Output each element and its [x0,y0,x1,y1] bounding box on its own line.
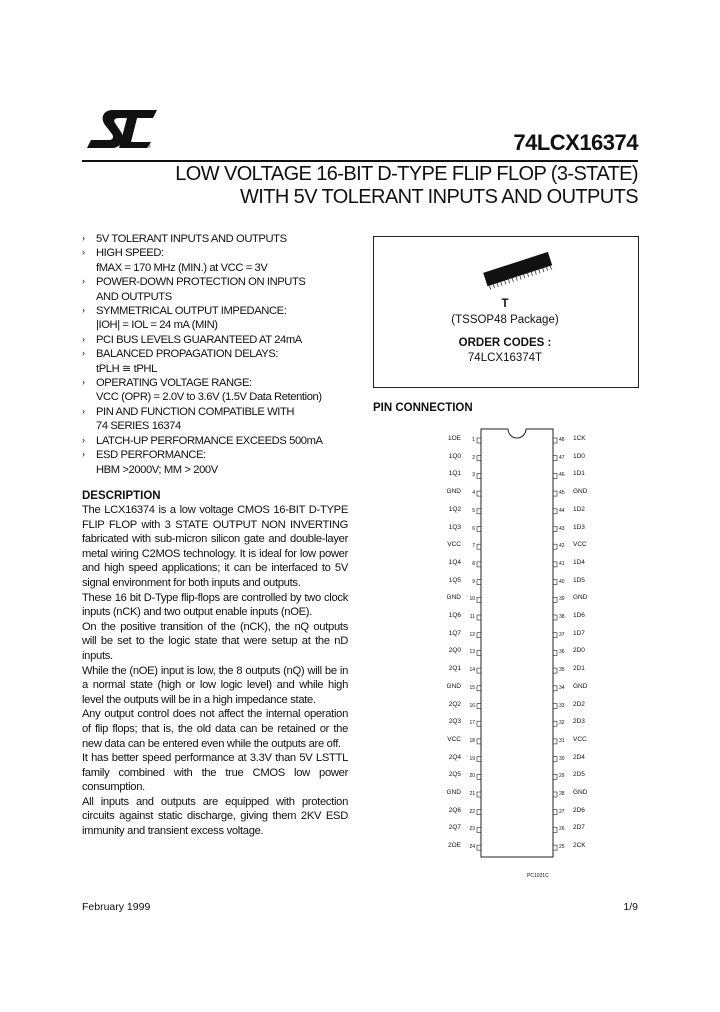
pin-pad-left [477,721,481,726]
feature-item [82,232,372,246]
pin-pad-left [477,580,481,585]
pin-number-left: 11 [469,614,475,620]
pin-pad-right [553,845,557,850]
description-body [82,503,348,839]
pin-pad-right [553,757,557,762]
pin-label-left: 1Q4 [448,558,461,566]
features-list [82,232,372,477]
pin-number-right: 42 [559,543,565,550]
title-line-2: WITH 5V TOLERANT INPUTS AND OUTPUTS [240,186,638,208]
bullet-icon: › [82,405,85,416]
pin-pad-right [553,633,557,638]
pin-label-left: 1Q7 [448,629,461,637]
document-title [175,163,638,209]
pin-label-left: 1Q0 [448,452,461,460]
pin-number-left: 4 [472,490,475,497]
pin-pad-right [553,473,557,478]
pin-number-right: 37 [559,631,565,638]
pin-label-right: 1D7 [573,629,585,637]
pin-pad-left [477,810,481,815]
pin-label-right: 2D1 [573,665,585,673]
pin-label-right: GND [573,594,588,602]
feature-item [82,405,372,419]
feature-item [82,390,372,404]
tssop-chip-icon [476,250,560,290]
pin-pad-right [553,704,557,709]
feature-text: SYMMETRICAL OUTPUT IMPEDANCE: [96,305,287,318]
feature-item [82,347,372,361]
pin-label-left: 1Q5 [448,576,461,584]
pin-label-right: 2D6 [573,806,585,814]
footer-date: February 1999 [82,901,151,913]
pin-pad-right [553,527,557,532]
header-rule [82,160,638,162]
pin-number-left: 3 [472,472,475,479]
pin-label-left: 2Q5 [448,771,461,779]
pin-pad-right [553,456,557,461]
pin-number-left: 5 [472,507,475,514]
part-number: 74LCX16374 [513,130,638,155]
feature-item [82,304,372,318]
logo-registered-mark: ® [147,144,151,150]
pin-pad-right [553,438,557,443]
pin-label-right: 2CK [573,842,586,850]
pin-pad-left [477,845,481,850]
pin-pad-left [477,473,481,478]
pin-label-left: 2Q7 [448,824,461,832]
description-paragraph: Any output control does not affect the internal operation of flip flops; that is, the old data can be retained or the new data can be entered even while the outputs are off. [82,708,348,750]
pin-number-right: 38 [559,614,565,620]
pin-label-right: GND [573,488,588,496]
pin-connection-heading: PIN CONNECTION [373,402,473,414]
pin-pad-right [553,827,557,832]
pin-pad-right [553,509,557,514]
pin-pad-left [477,668,481,673]
feature-item [82,318,372,332]
pin-number-right: 28 [559,791,565,797]
feature-text: HIGH SPEED: [96,247,164,260]
pin-label-left: 2Q4 [448,753,461,761]
pin-pad-left [477,704,481,709]
diagram-code: PC1021C [527,873,549,879]
pin-pad-left [477,792,481,797]
feature-text: fMAX = 170 MHz (MIN.) at VCC = 3V [96,261,268,274]
pin-pad-right [553,721,557,726]
bullet-icon: › [82,247,85,258]
bullet-icon: › [82,233,85,243]
pin-number-left: 18 [469,737,475,744]
pin-pad-right [553,562,557,567]
bullet-icon: › [82,333,85,344]
pin-number-right: 40 [559,578,565,585]
pin-label-right: 2D5 [573,771,585,779]
pin-label-right: 2D3 [573,718,585,726]
bullet-icon: › [82,377,85,388]
bullet-icon: › [82,276,85,287]
pin-pad-left [477,757,481,762]
pin-number-left: 2 [472,454,475,461]
feature-text: HBM >2000V; MM > 200V [96,463,218,476]
pin-label-left: 1Q6 [448,612,461,619]
pin-number-left: 1 [472,437,475,443]
description-paragraph: While the (nOE) input is low, the 8 outputs (nQ) will be in a normal state (high or low logic level) and while high level the outputs will be in a high impedance state. [82,664,348,706]
pin-number-right: 45 [559,490,565,497]
pin-pad-right [553,615,557,620]
pin-pad-left [477,527,481,532]
pin-number-right: 26 [559,826,565,833]
footer-page: 1/9 [623,901,638,913]
pin-pad-right [553,774,557,779]
pin-number-left: 16 [469,702,475,709]
pin-number-right: 36 [559,649,565,656]
feature-text: POWER-DOWN PROTECTION ON INPUTS [96,276,306,289]
feature-text: 74 SERIES 16374 [96,420,181,433]
pin-number-right: 31 [559,737,565,744]
pin-pad-left [477,650,481,655]
description-paragraph: The LCX16374 is a low voltage CMOS 16-BIT D-TYPE FLIP FLOP with 3 STATE OUTPUT NON INVERTING fabricated with sub-micron silicon gate and double-layer metal wiring C2MOS technology. It is ideal for low power and high speed applications; it can be interfaced to 5V signal environment for both inputs and outputs. [82,504,348,589]
pin-number-left: 17 [469,720,475,727]
feature-text: AND OUTPUTS [96,290,172,303]
pin-label-right: 2D4 [573,753,585,761]
pin-label-left: 2Q2 [448,700,461,708]
pin-number-right: 30 [559,755,565,762]
pin-pad-right [553,686,557,691]
description-heading: DESCRIPTION [82,490,161,502]
pin-pad-right [553,792,557,797]
pin-label-left: 2Q6 [448,806,461,814]
feature-item [82,376,372,390]
feature-text: 5V TOLERANT INPUTS AND OUTPUTS [96,233,287,245]
pin-pad-right [553,597,557,602]
pin-pad-right [553,810,557,815]
pin-pad-right [553,491,557,496]
pin-pad-left [477,491,481,496]
pin-number-right: 34 [559,684,565,691]
pin-pad-left [477,438,481,443]
pin-label-right: 2D0 [573,647,585,655]
pin-pad-right [553,739,557,744]
pin-number-left: 8 [472,560,475,567]
order-codes-heading: ORDER CODES : [458,337,552,349]
feature-text: PCI BUS LEVELS GUARANTEED AT 24mA [96,333,302,346]
pin-number-right: 43 [559,525,565,532]
pin-number-left: 7 [472,543,475,550]
pin-label-left: 2OE [447,842,461,850]
pin-number-left: 20 [469,773,475,780]
pin-label-left: 2Q3 [448,718,461,726]
pin-number-right: 39 [559,596,565,603]
pin-number-right: 29 [559,773,565,780]
pin-pad-left [477,562,481,567]
bullet-icon: › [82,434,85,445]
feature-item [82,261,372,275]
pin-pad-left [477,544,481,549]
feature-item [82,448,372,462]
pin-label-right: 1CK [573,435,586,442]
package-code: T [501,298,509,310]
pin-number-right: 27 [559,808,565,815]
pin-pad-left [477,456,481,461]
pin-pad-left [477,774,481,779]
pin-label-right: VCC [573,541,587,549]
bullet-icon: › [82,348,85,359]
feature-text: PIN AND FUNCTION COMPATIBLE WITH [96,405,295,418]
feature-text: ESD PERFORMANCE: [96,449,206,462]
pin-label-left: 2Q1 [448,665,461,673]
bullet-icon: › [82,305,85,316]
pin-number-left: 22 [469,808,475,815]
pin-number-left: 23 [469,826,475,833]
pin-pad-left [477,509,481,514]
feature-item [82,434,372,448]
pin-pad-left [477,686,481,691]
pin-label-right: 1D1 [573,470,585,478]
description-paragraph: These 16 bit D-Type flip-flops are controlled by two clock inputs (nCK) and two output enable inputs (nOE). [82,591,348,619]
feature-text: VCC (OPR) = 2.0V to 3.6V (1.5V Data Retention) [96,391,322,404]
pin-label-left: 1Q3 [448,523,461,531]
pin-number-left: 24 [469,844,475,851]
pin-pad-left [477,739,481,744]
pin-label-left: 1Q2 [448,505,461,513]
pin-label-right: 2D7 [573,824,585,832]
pin-label-left: GND [446,682,461,690]
pin-number-left: 14 [469,667,475,674]
pin-number-left: 9 [472,578,475,585]
pin-pad-left [477,827,481,832]
pin-number-left: 10 [469,596,475,603]
pin-pad-left [477,633,481,638]
pin-number-right: 44 [559,507,565,514]
pin-pad-left [477,615,481,620]
feature-item [82,290,372,304]
ic-body-outline [373,425,637,885]
pin-connection-diagram [373,425,637,885]
pin-label-right: GND [573,682,588,690]
pin-label-right: 1D5 [573,576,585,584]
feature-text: OPERATING VOLTAGE RANGE: [96,377,252,390]
pin-label-left: GND [446,594,461,602]
pin-label-right: VCC [573,735,587,743]
pin-label-left: 2Q0 [448,647,461,655]
pin-number-right: 32 [559,720,565,727]
pin-number-left: 15 [469,684,475,691]
feature-text: BALANCED PROPAGATION DELAYS: [96,348,279,361]
feature-item [82,362,372,376]
pin-number-left: 12 [469,631,475,638]
feature-item [82,419,372,433]
feature-item [82,246,372,260]
pin-label-left: 1Q1 [448,470,461,478]
pin-label-left: GND [446,789,461,796]
bullet-icon: › [82,449,85,460]
pin-number-left: 6 [472,525,475,532]
pin-label-left: 1OE [447,435,461,442]
feature-text: tPLH ≅ tPHL [96,362,157,375]
pin-label-right: 1D6 [573,612,585,619]
pin-number-right: 48 [559,437,565,443]
pin-pad-right [553,544,557,549]
pin-number-right: 33 [559,702,565,709]
description-paragraph: On the positive transition of the (nCK), the nQ outputs will be set to the logic state that were setup at the nD inputs. [82,620,348,662]
title-line-1: LOW VOLTAGE 16-BIT D-TYPE FLIP FLOP (3-STATE) [175,163,638,185]
pin-number-right: 47 [559,454,565,461]
pin-label-right: GND [573,789,588,796]
pin-label-right: 2D2 [573,700,585,708]
description-paragraph: It has better speed performance at 3.3V than 5V LSTTL family combined with the true CMOS low power consumption. [82,752,348,794]
pin-label-right: 1D0 [573,452,585,460]
package-name: (TSSOP48 Package) [451,314,559,326]
pin-number-left: 19 [469,755,475,762]
feature-text: LATCH-UP PERFORMANCE EXCEEDS 500mA [96,434,323,447]
pin-number-left: 21 [469,791,475,797]
feature-text: |IOH| = IOL = 24 mA (MIN) [96,319,218,332]
pin-number-right: 46 [559,472,565,479]
pin-pad-left [477,597,481,602]
feature-item [82,333,372,347]
feature-item [82,275,372,289]
pin-label-left: VCC [447,541,461,549]
pin-label-left: VCC [447,735,461,743]
pin-pad-right [553,668,557,673]
feature-item [82,463,372,477]
pin-number-left: 13 [469,649,475,656]
pin-number-right: 25 [559,844,565,851]
pin-pad-right [553,580,557,585]
pin-label-right: 1D2 [573,505,585,513]
pin-label-right: 1D4 [573,558,585,566]
pin-number-right: 41 [559,560,565,567]
pin-pad-right [553,650,557,655]
order-code-value: 74LCX16374T [467,352,543,364]
pin-number-right: 35 [559,667,565,674]
pin-label-left: GND [446,488,461,496]
pin-label-right: 1D3 [573,523,585,531]
description-paragraph: All inputs and outputs are equipped with protection circuits against static discharge, giving them 2KV ESD immunity and transient excess voltage. [82,795,348,838]
